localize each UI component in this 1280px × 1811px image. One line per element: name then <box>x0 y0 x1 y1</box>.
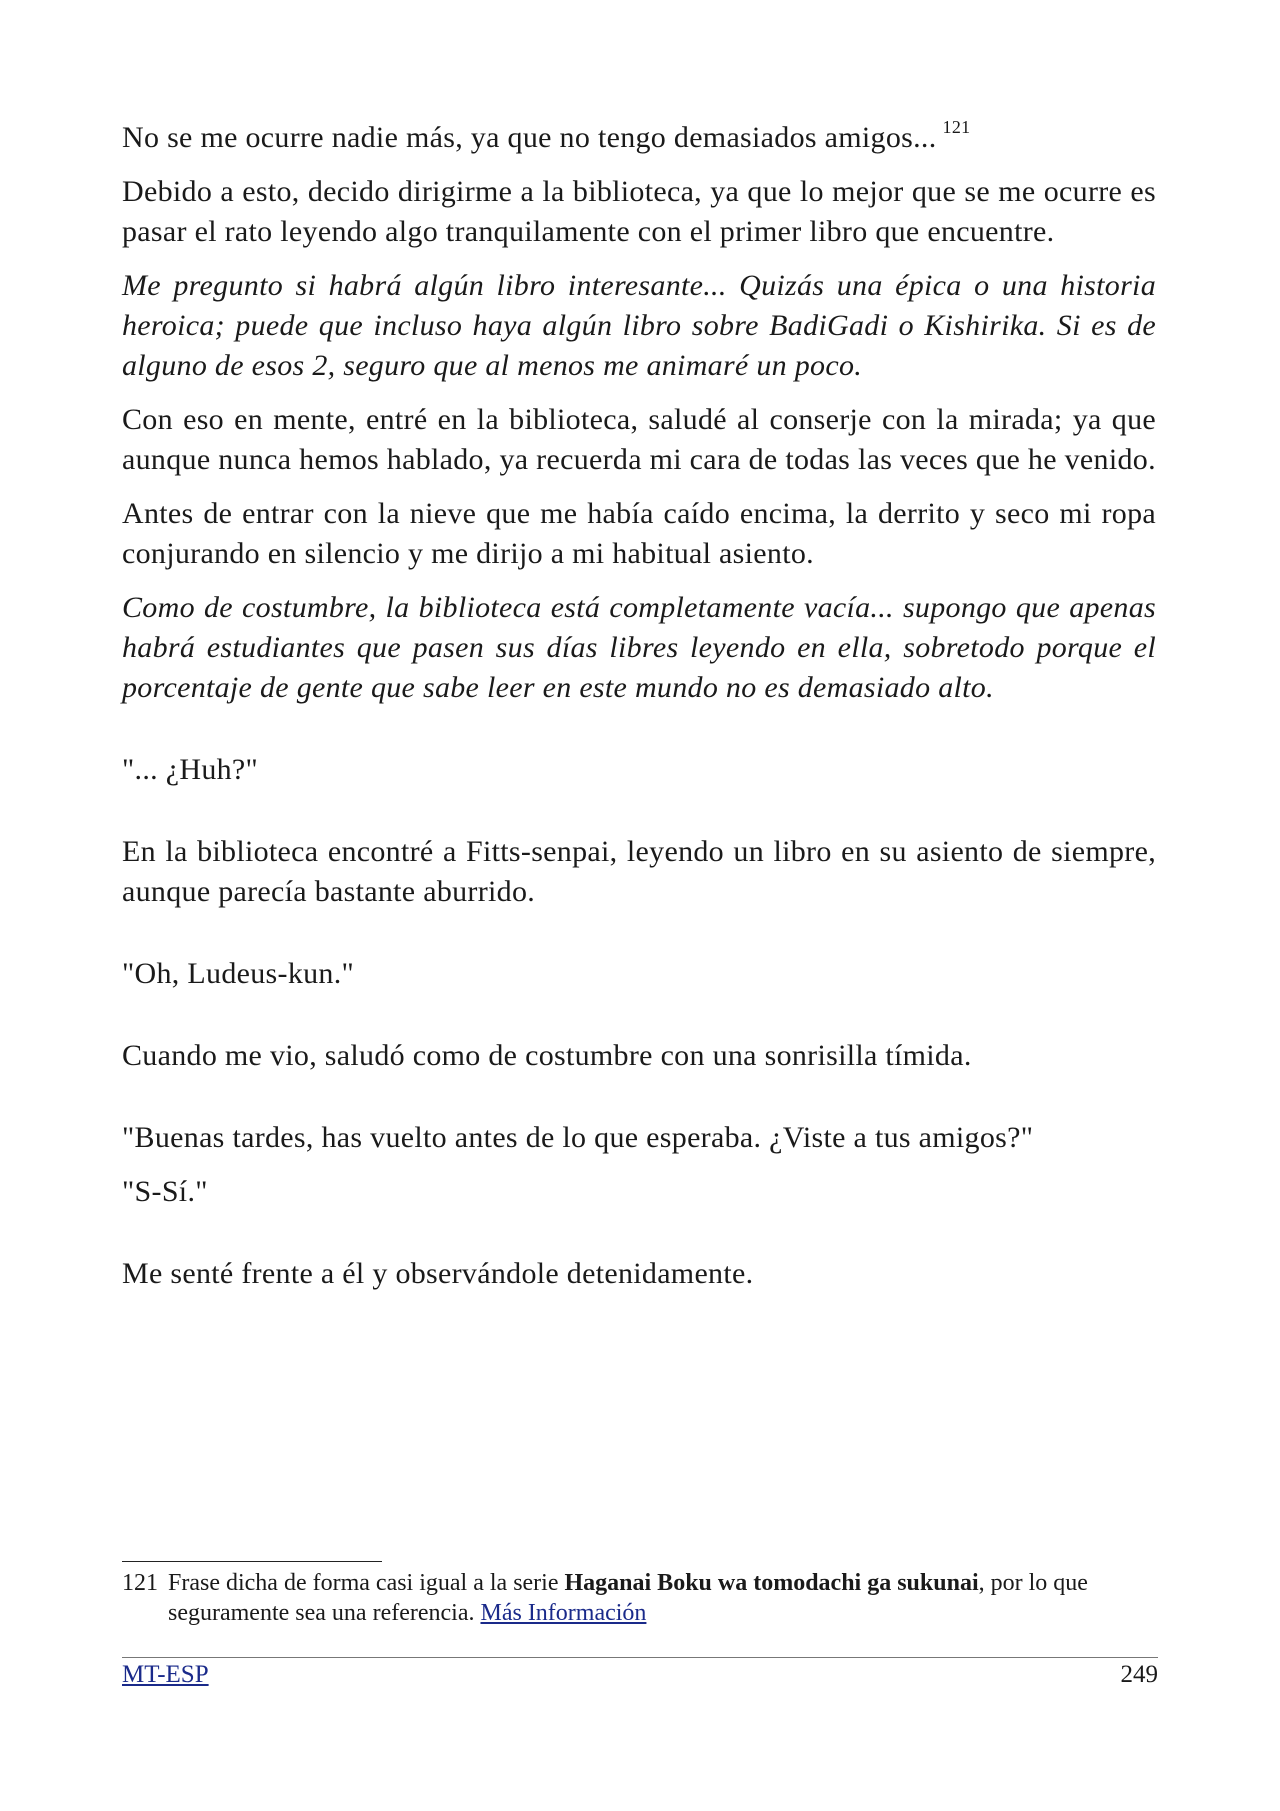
dialogue-huh: "... ¿Huh?" <box>122 753 259 786</box>
page-number: 249 <box>1120 1661 1158 1688</box>
footnote-text-before: Frase dicha de forma casi igual a la serie <box>168 1570 559 1596</box>
paragraph-1-text: No se me ocurre nadie más, ya que no tengo demasiados amigos... <box>122 121 937 154</box>
dialogue-oh-ludeus: "Oh, Ludeus-kun." <box>122 957 355 990</box>
more-info-link[interactable]: Más Información <box>480 1600 647 1626</box>
dialogue-s-si: "S-Sí." <box>122 1175 208 1208</box>
footnote-separator <box>122 1561 382 1562</box>
paragraph-4: Con eso en mente, entré en la biblioteca, saludé al conserje con la mirada; ya que aunque nunca hemos hablado, ya recuerda mi cara de todas las veces que he venido. <box>122 403 1156 476</box>
dialogue-buenas-tardes: "Buenas tardes, has vuelto antes de lo que esperaba. ¿Viste a tus amigos?" <box>122 1121 1034 1154</box>
footer-site-link[interactable]: MT-ESP <box>122 1661 209 1688</box>
paragraph-7: En la biblioteca encontré a Fitts-senpai, leyendo un libro en su asiento de siempre, aunque parecía bastante aburrido. <box>122 835 1156 908</box>
paragraph-3-thought: Me pregunto si habrá algún libro interesante... Quizás una épica o una historia heroica; puede que incluso haya algún libro sobre BadiGadi o Kishirika. Si es de alguno de esos 2, seguro que al menos me animaré un poco. <box>122 269 1156 382</box>
footnote-reference[interactable]: 121 <box>942 117 971 137</box>
footnote-bold-title: Haganai Boku wa tomodachi ga sukunai <box>564 1570 979 1596</box>
footnote-text-line2: seguramente sea una referencia. <box>168 1600 475 1626</box>
paragraph-2: Debido a esto, decido dirigirme a la biblioteca, ya que lo mejor que se me ocurre es pasar el rato leyendo algo tranquilamente con el primer libro que encuentre. <box>122 175 1156 248</box>
paragraph-6-thought: Como de costumbre, la biblioteca está completamente vacía... supongo que apenas habrá estudiantes que pasen sus días libres leyendo en ella, sobretodo porque el porcentaje de gente que sabe leer en este mundo no es demasiado alto. <box>122 591 1156 704</box>
paragraph-1 <box>122 118 1156 158</box>
paragraph-5: Antes de entrar con la nieve que me había caído encima, la derrito y seco mi ropa conjurando en silencio y me dirijo a mi habitual asiento. <box>122 497 1156 570</box>
footnote-text-after: , por lo que <box>978 1570 1088 1596</box>
footnote-121 <box>122 1568 1162 1628</box>
footnote-number: 121 <box>122 1570 158 1596</box>
footer-separator <box>122 1657 1158 1658</box>
paragraph-8: Cuando me vio, saludó como de costumbre con una sonrisilla tímida. <box>122 1039 972 1072</box>
page-body <box>122 118 1156 1308</box>
paragraph-9: Me senté frente a él y observándole detenidamente. <box>122 1257 754 1290</box>
